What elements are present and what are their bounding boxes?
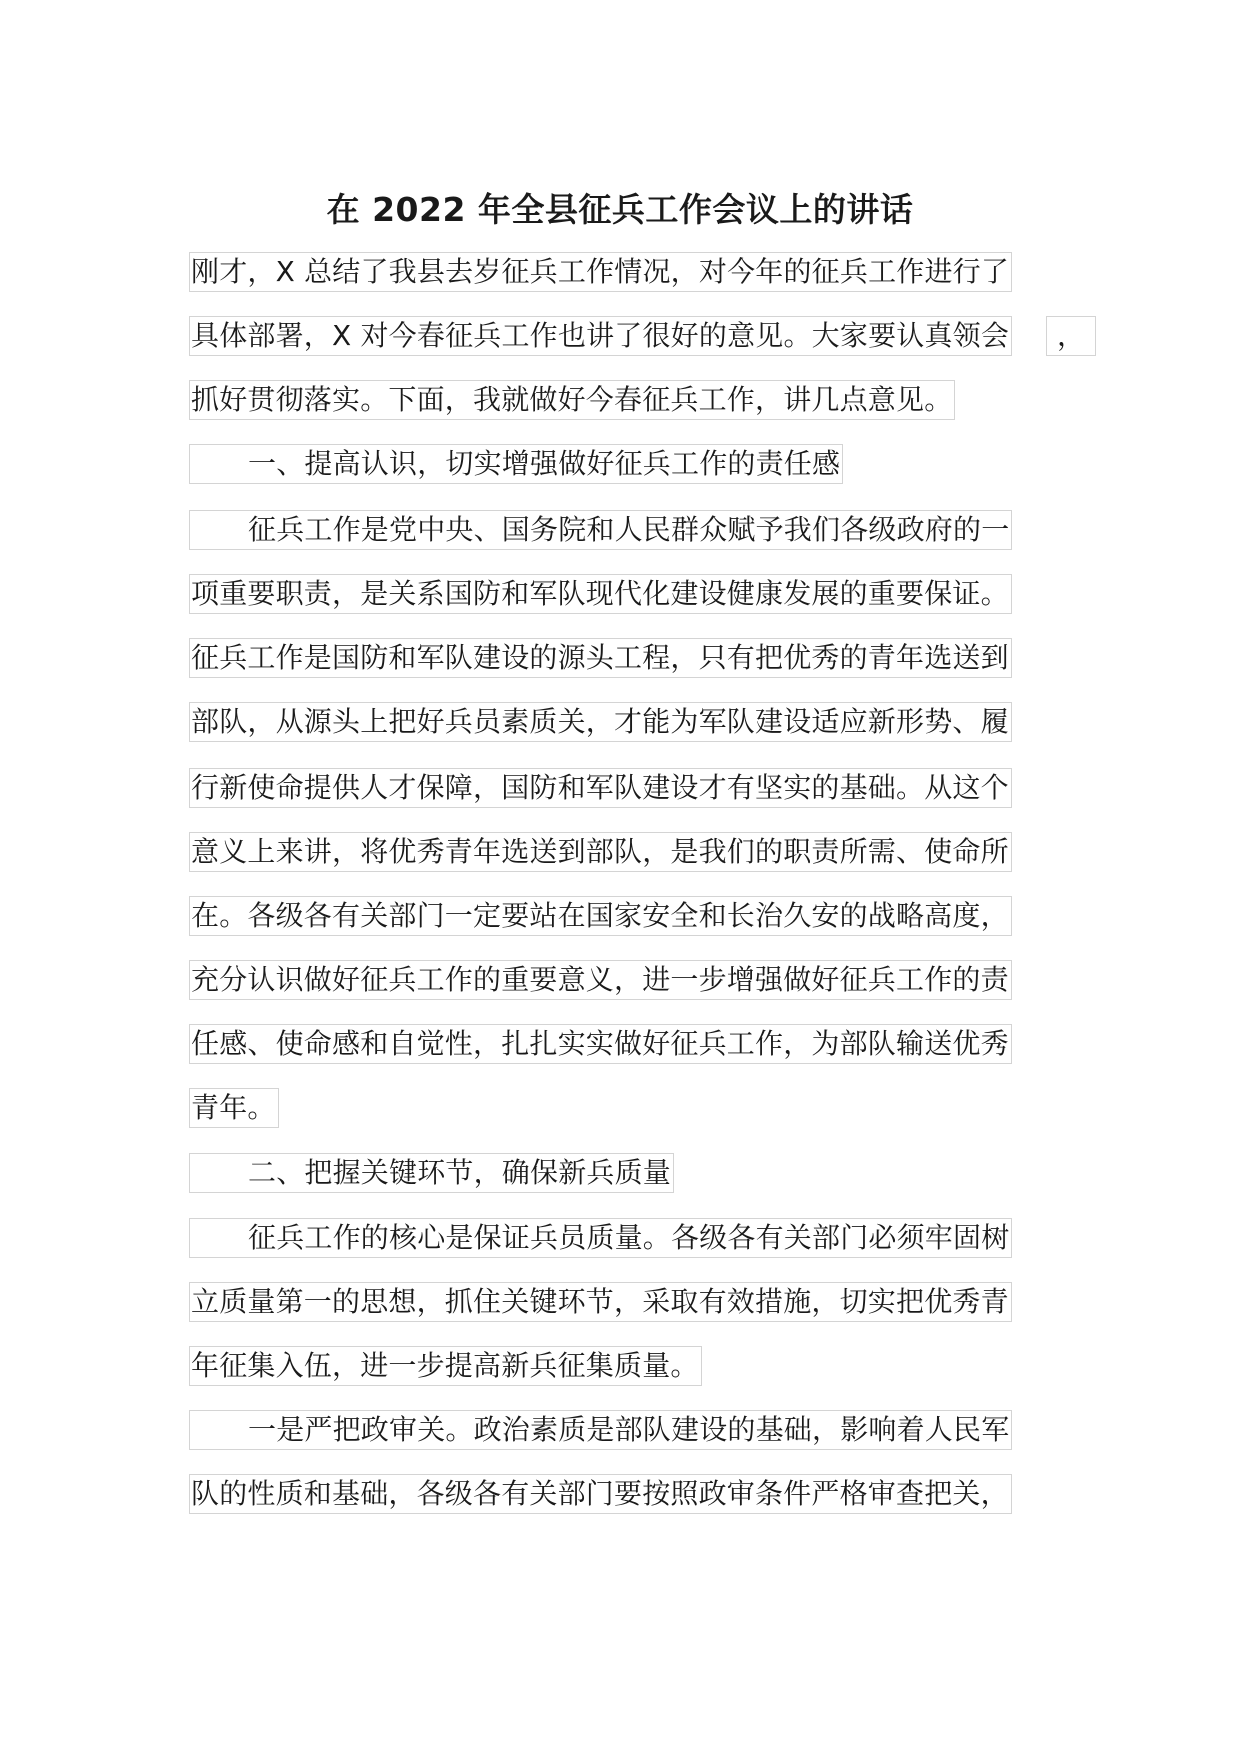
- text-line: 行新使命提供人才保障，国防和军队建设才有坚实的基础。从这个: [189, 768, 1012, 808]
- section-heading: 二、把握关键环节，确保新兵质量: [189, 1153, 674, 1193]
- text-line: 具体部署，X 对今春征兵工作也讲了很好的意见。大家要认真领会: [189, 316, 1012, 356]
- text-line: 项重要职责，是关系国防和军队现代化建设健康发展的重要保证。: [189, 574, 1012, 614]
- text-line: 队的性质和基础，各级各有关部门要按照政审条件严格审查把关，: [189, 1474, 1012, 1514]
- text-line: 征兵工作是党中央、国务院和人民群众赋予我们各级政府的一: [189, 510, 1012, 550]
- text-line: 征兵工作的核心是保证兵员质量。各级各有关部门必须牢固树: [189, 1218, 1012, 1258]
- text-line: 征兵工作是国防和军队建设的源头工程，只有把优秀的青年选送到: [189, 638, 1012, 678]
- text-line: 一是严把政审关。政治素质是部队建设的基础，影响着人民军: [189, 1410, 1012, 1450]
- text-line: 刚才，X 总结了我县去岁征兵工作情况，对今年的征兵工作进行了: [189, 252, 1012, 292]
- text-line: 抓好贯彻落实。下面，我就做好今春征兵工作，讲几点意见。: [189, 380, 955, 420]
- document-title: 在 2022 年全县征兵工作会议上的讲话: [326, 190, 914, 229]
- text-line: 在。各级各有关部门一定要站在国家安全和长治久安的战略高度，: [189, 896, 1012, 936]
- text-line: 青年。: [189, 1088, 279, 1128]
- text-line: 充分认识做好征兵工作的重要意义，进一步增强做好征兵工作的责: [189, 960, 1012, 1000]
- text-line: 年征集入伍，进一步提高新兵征集质量。: [189, 1346, 702, 1386]
- text-line-tail: ，: [1046, 316, 1096, 356]
- text-line: 部队，从源头上把好兵员素质关，才能为军队建设适应新形势、履: [189, 702, 1012, 742]
- text-line: 意义上来讲，将优秀青年选送到部队，是我们的职责所需、使命所: [189, 832, 1012, 872]
- section-heading: 一、提高认识，切实增强做好征兵工作的责任感: [189, 444, 843, 484]
- text-line: 立质量第一的思想，抓住关键环节，采取有效措施，切实把优秀青: [189, 1282, 1012, 1322]
- text-line: 任感、使命感和自觉性，扎扎实实做好征兵工作，为部队输送优秀: [189, 1024, 1012, 1064]
